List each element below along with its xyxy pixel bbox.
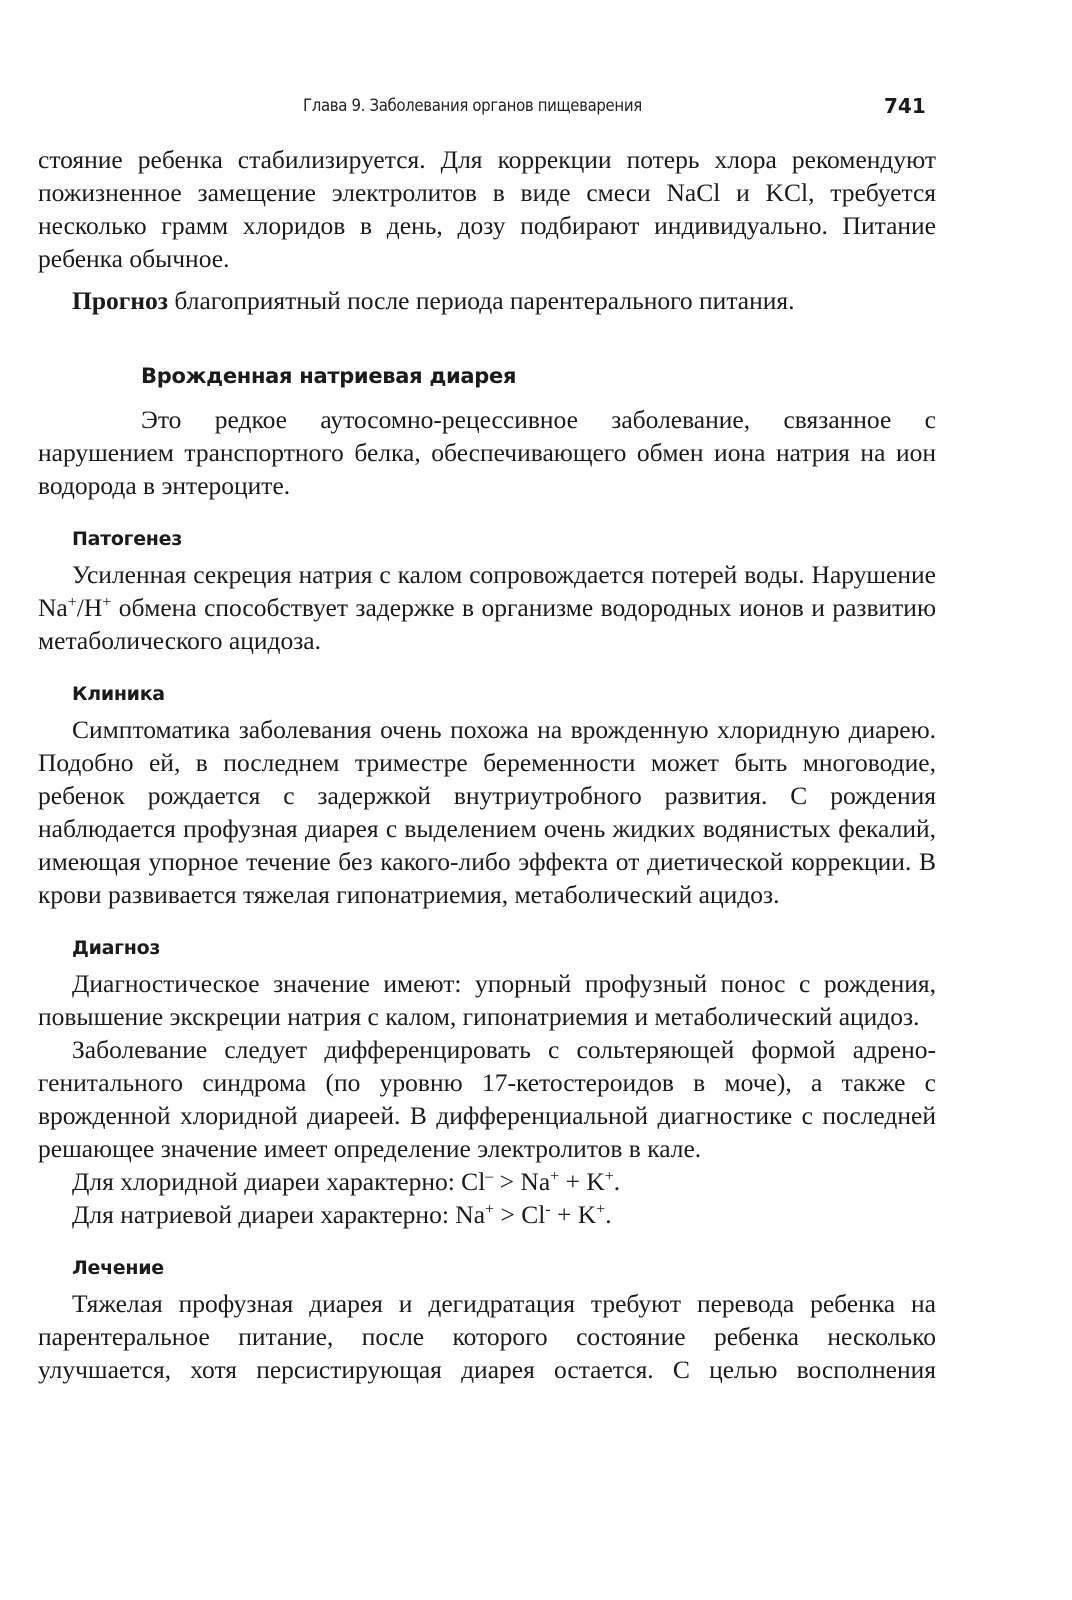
superscript: + (550, 1168, 560, 1185)
formula-text: > Na (493, 1167, 551, 1196)
prognosis-label: Прогноз (72, 286, 169, 315)
formula-text: > Cl (494, 1200, 546, 1229)
diagnosis-paragraph-1: Диагностическое значение имеют: упорный профузный понос с рождения, повышение экскреции натрия с калом, гипонатриемия и метаболический ацидоз. (38, 969, 936, 1031)
section-title: Врожденная натриевая диарея (141, 364, 517, 388)
page-number: 741 (884, 94, 926, 118)
sodium-formula (38, 1198, 936, 1231)
treatment-heading: Лечение (72, 1257, 164, 1279)
formula-text: . (605, 1200, 612, 1229)
running-head (0, 96, 1072, 126)
pathogenesis-paragraph (38, 558, 936, 657)
superscript: – (485, 1168, 494, 1185)
pathogenesis-text-3: обмена способствует задержке в организме водородных ионов и развитию метаболического ацидоза. (38, 593, 936, 655)
running-title: Глава 9. Заболевания органов пищеварения (303, 96, 642, 116)
superscript: + (485, 1201, 495, 1218)
pathogenesis-text-2: /H (76, 593, 103, 622)
body-text (38, 143, 936, 1386)
superscript: - (545, 1201, 551, 1218)
treatment-paragraph: Тяжелая профузная диарея и дегидратация требуют перевода ребенка на парентеральное питание, после которого состояние ребенка несколько улучшается, хотя персистирующая диарея остается. С целью восполнения (38, 1289, 936, 1384)
formula-text: + K (559, 1167, 605, 1196)
superscript: + (604, 1168, 614, 1185)
formula-text: + K (550, 1200, 597, 1229)
prognosis-paragraph (38, 284, 936, 317)
superscript: + (67, 594, 77, 611)
formula-text: . (613, 1167, 621, 1196)
prognosis-text: благоприятный после периода парентерального питания. (168, 286, 795, 315)
diagnosis-paragraph-2: Заболевание следует дифференцировать с сольтеряющей формой адрено-генитального синдрома (по уровню 17-кетостероидов в моче), а также с врожденной хлоридной диареей. В дифференциальной диагностике с последней решающее значение имеет определение электролитов в кале. (38, 1035, 936, 1163)
superscript: + (596, 1201, 606, 1218)
superscript: + (102, 594, 112, 611)
formula-text: Для хлоридной диареи характерно: Cl (72, 1167, 486, 1196)
pathogenesis-text-1: Усиленная секреция натрия с калом сопровождается потерей воды. Нарушение Na (38, 560, 936, 622)
clinic-paragraph: Симптоматика заболевания очень похожа на врожденную хлоридную диарею. Подобно ей, в последнем триместре беременности может быть многоводие, ребенок рождается с задержкой внутриутробного развития. С рождения наблюдается профузная диарея с выделением очень жидких водянистых фекалий, имеющая упорное течение без какого-либо эффекта от диетической коррекции. В крови развивается тяжелая гипонатриемия, метаболический ацидоз. (38, 715, 936, 909)
diagnosis-heading: Диагноз (72, 937, 161, 959)
chloride-formula (38, 1165, 936, 1198)
formula-text: Для натриевой диареи характерно: Na (72, 1200, 486, 1229)
continued-paragraph: стояние ребенка стабилизируется. Для коррекции потерь хлора рекомендуют пожизненное замещение электролитов в виде смеси NaCl и KCl, требуется несколько грамм хлоридов в день, дозу подбирают индивидуально. Питание ребенка обычное. (38, 145, 936, 273)
pathogenesis-heading: Патогенез (72, 528, 182, 550)
intro-paragraph: Это редкое аутосомно-рецессивное заболевание, связанное с нарушением транспортного белка, обеспечивающего обмен иона натрия на ион водорода в энтероците. (38, 405, 936, 500)
clinic-heading: Клиника (72, 683, 165, 705)
